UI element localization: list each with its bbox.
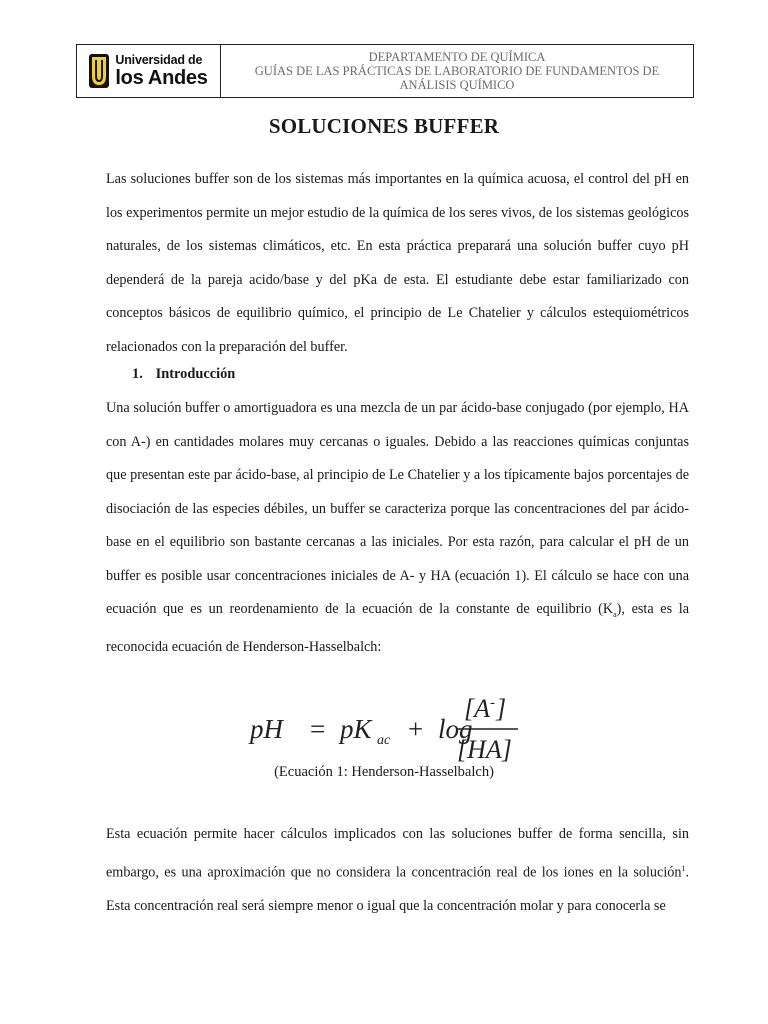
eq-numerator-sup: - [490, 695, 495, 711]
ka-subscript: a [613, 609, 617, 619]
university-logo [89, 54, 207, 88]
eq-plus: + [408, 714, 424, 744]
page-title: SOLUCIONES BUFFER [268, 114, 500, 138]
guide-title-line2: ANÁLISIS QUÍMICO [399, 78, 515, 92]
eq-log: log [438, 714, 473, 744]
section-heading [132, 366, 235, 383]
intro-text: Las soluciones buffer son de los sistemas más importantes en la química acuosa, el control del pH en los experimentos permite un mejor estudio de la química de los seres vivos, de los sistemas geológicos naturales, de los sistemas climáticos, etc. En esta práctica preparará una solución buffer cuyo pH dependerá de la pareja acido/base y del pKa de esta. El estudiante debe estar familiarizado con conceptos básicos de equilibrio químico, el principio de Le Chatelier y cálculos estequiométricos relacionados con la preparación del buffer. [106, 171, 689, 355]
intro-paragraph [106, 163, 689, 364]
logo-line1: Universidad de [115, 53, 203, 68]
closing-text [106, 818, 689, 923]
closing-paragraph [106, 818, 689, 923]
eq-ph: pH [250, 714, 283, 744]
introduction-paragraph [106, 392, 689, 665]
department-name: DEPARTAMENTO DE QUÍMICA [368, 50, 546, 64]
introduction-text-end: ), esta es la reconocida ecuación de Henderson-Hasselbalch: [106, 601, 689, 656]
eq-pk-subscript: ac [377, 733, 391, 748]
henderson-hasselbalch-equation [248, 692, 528, 764]
equation-caption: (Ecuación 1: Henderson-Hasselbalch) [274, 764, 494, 780]
page-header [76, 44, 694, 98]
eq-numerator-close: ] [496, 694, 507, 723]
closing-text-end: . Esta concentración real será siempre menor o igual que la concentración molar y para conocerla se [106, 864, 689, 914]
header-text [221, 45, 693, 97]
section-title: Introducción [155, 366, 236, 382]
footnote-ref: 1 [681, 863, 686, 873]
eq-denominator: [HA] [457, 735, 512, 764]
closing-text-main: Esta ecuación permite hacer cálculos implicados con las soluciones buffer de forma sencilla, sin embargo, es una aproximación que no considera la concentración real de los iones en la solución [106, 826, 689, 881]
logo-cell [77, 45, 221, 97]
eq-equals: = [310, 714, 326, 744]
university-shield-icon [89, 54, 109, 88]
eq-pk: pK [340, 714, 372, 744]
introduction-text [106, 392, 689, 665]
logo-line2: los Andes [115, 66, 208, 89]
guide-title-line1: GUÍAS DE LAS PRÁCTICAS DE LABORATORIO DE FUNDAMENTOS DE [254, 64, 660, 78]
eq-numerator: [A [464, 694, 490, 723]
section-number: 1. [132, 366, 143, 382]
introduction-text-main: Una solución buffer o amortiguadora es una mezcla de un par ácido-base conjugado (por ejemplo, HA con A-) en cantidades molares muy cercanas o iguales. Debido a las reacciones químicas conjuntas que presentan este par ácido-base, al principio de Le Chatelier y a los típicamente bajos porcentajes de disociación de las especies débiles, un buffer se caracteriza porque las concentraciones del par ácido-base en el equilibrio son bastante cercanas a las iniciales. Por esta razón, para calcular el pH de un buffer es posible usar concentraciones iniciales de A- y HA (ecuación 1). El cálculo se hace con una ecuación que es un reordenamiento de la ecuación de la constante de equilibrio (K [106, 400, 689, 617]
